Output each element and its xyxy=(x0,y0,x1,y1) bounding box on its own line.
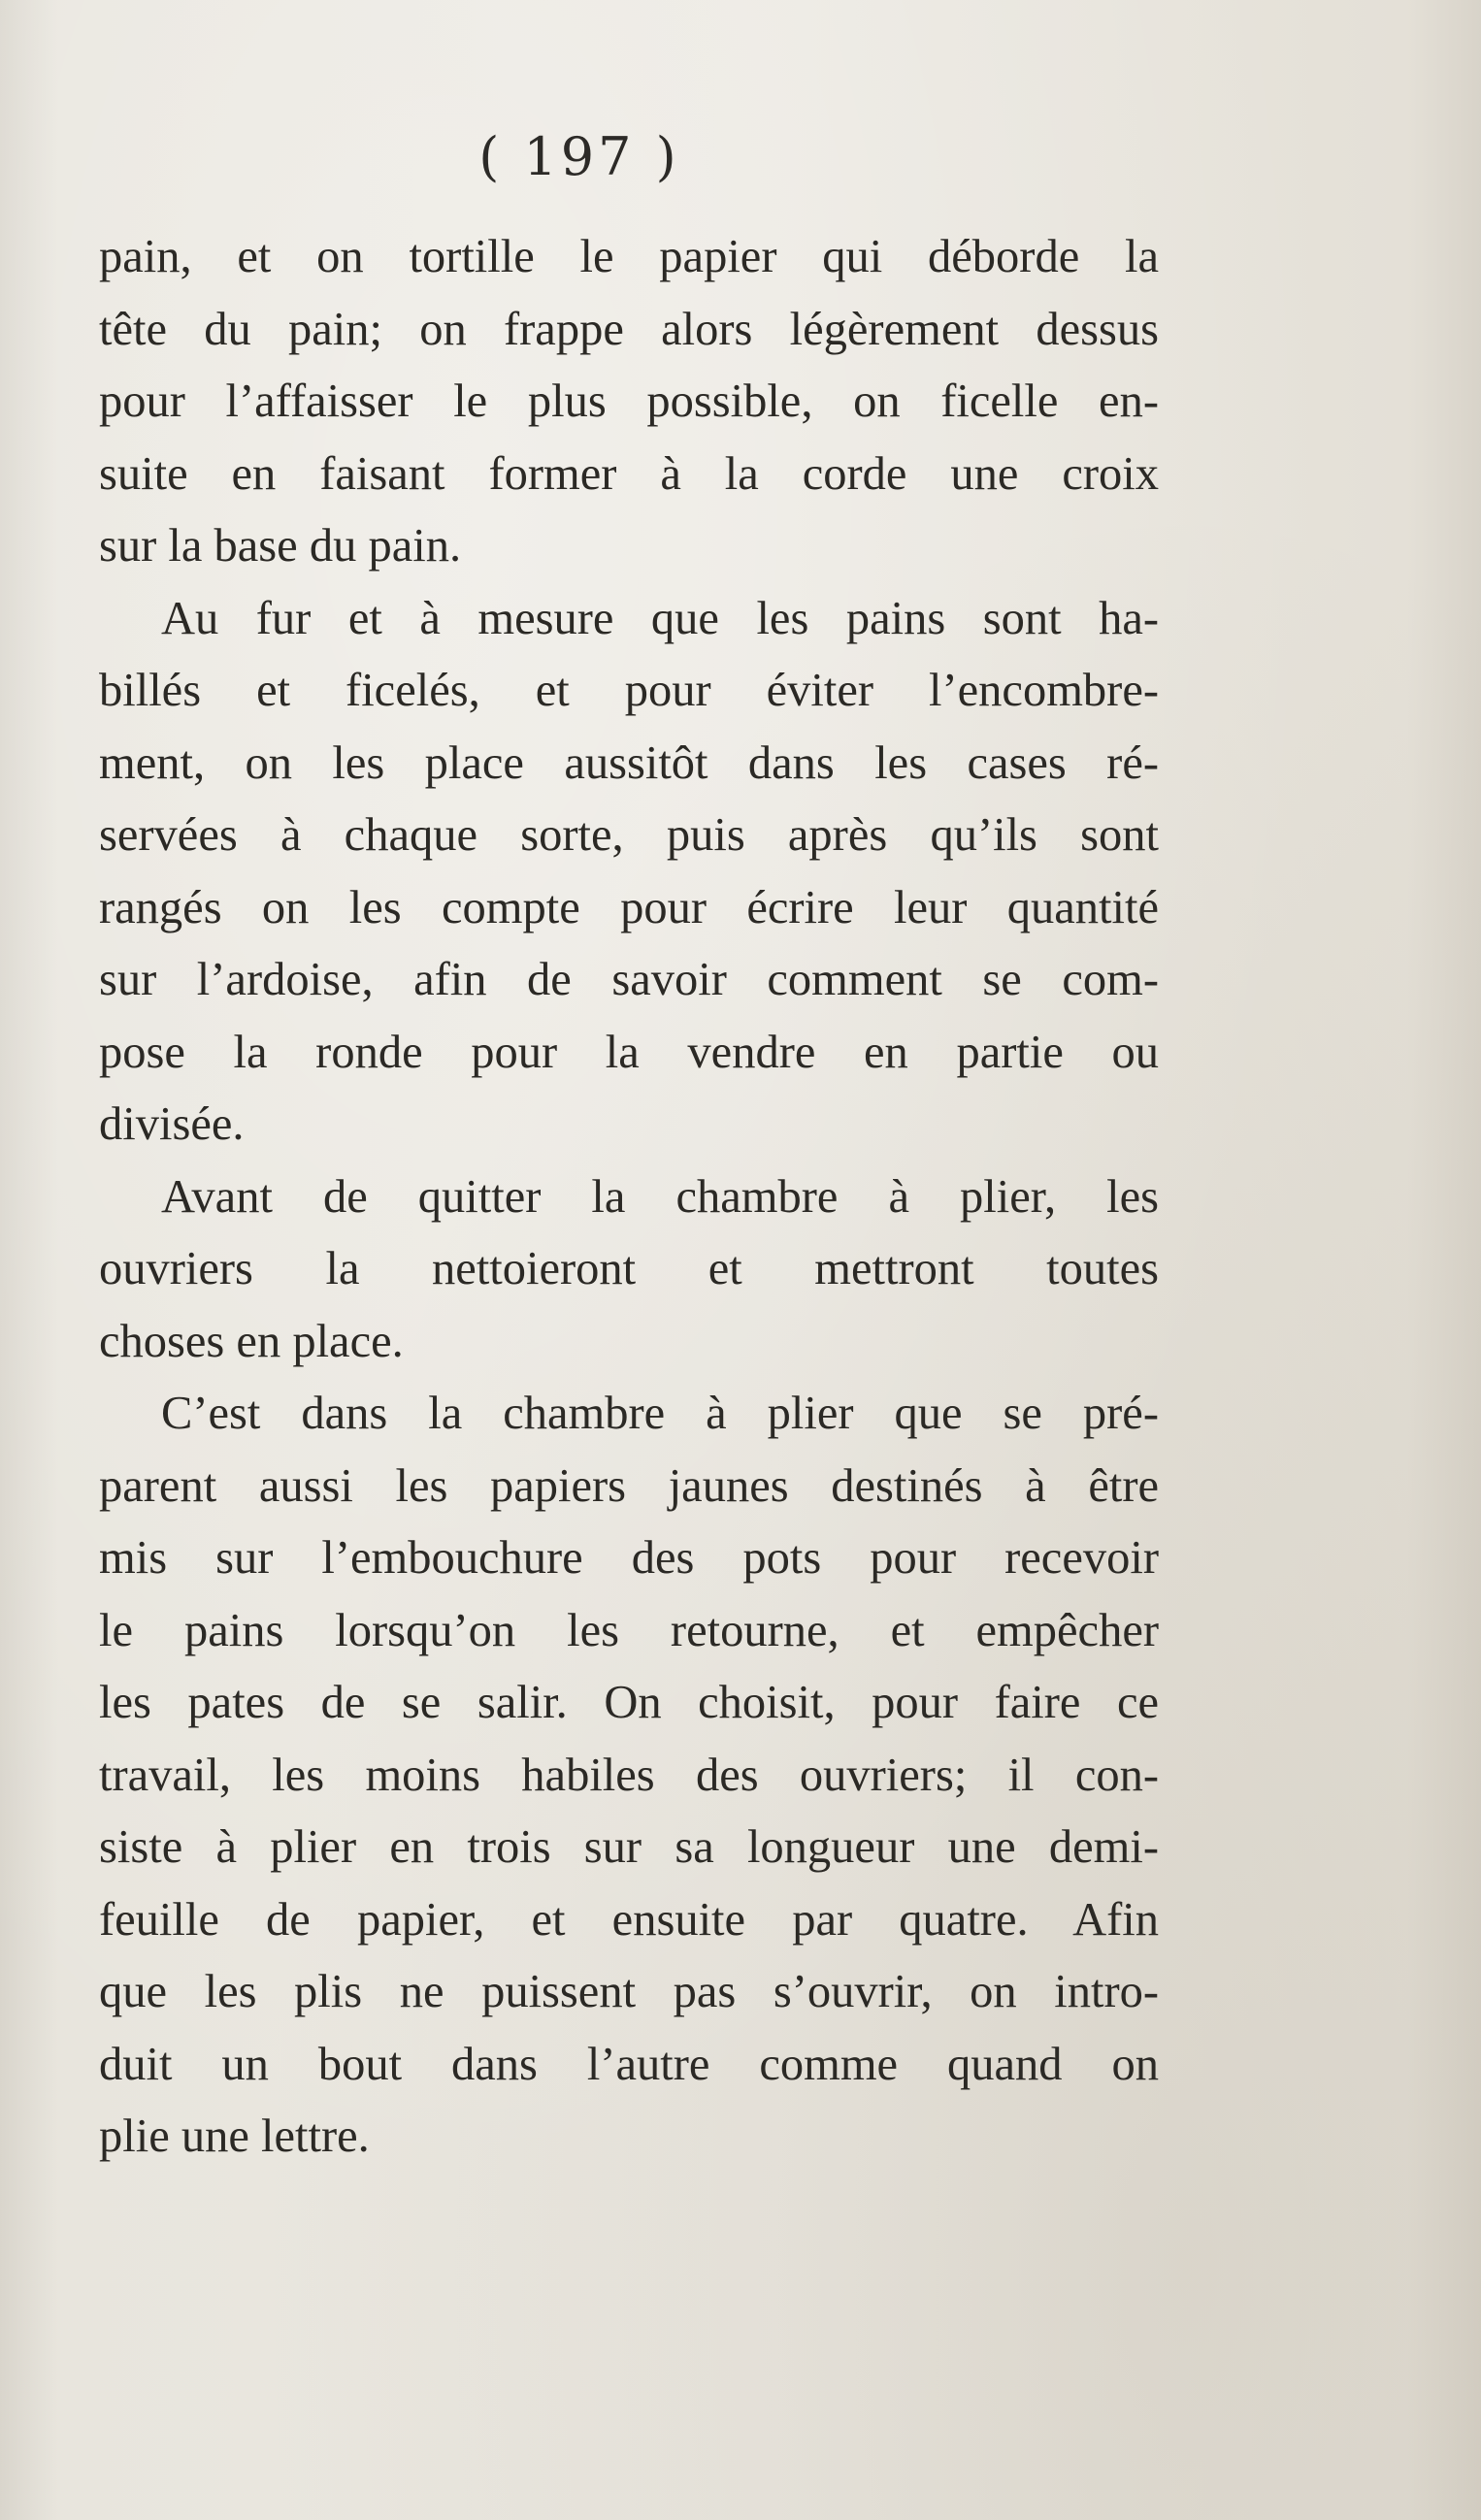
text-line: tête du pain; on frappe alors légèrement dessus xyxy=(99,303,1159,355)
text-line: servées à chaque sorte, puis après qu’ils sont xyxy=(99,809,1159,861)
text-line: pose la ronde pour la vendre en partie ou xyxy=(99,1026,1159,1078)
page-number: ( 197 ) xyxy=(478,126,680,187)
text-line: C’est dans la chambre à plier que se pré- xyxy=(161,1388,1159,1439)
text-line: Au fur et à mesure que les pains sont ha- xyxy=(161,592,1159,644)
text-line: travail, les moins habiles des ouvriers; il con- xyxy=(99,1749,1159,1801)
text-line: rangés on les compte pour écrire leur quantité xyxy=(99,881,1159,933)
text-line: sur la base du pain. xyxy=(99,520,462,572)
text-line: suite en faisant former à la corde une croix xyxy=(99,447,1159,500)
text-line: billés et ficelés, et pour éviter l’encombre- xyxy=(99,665,1159,716)
text-line: duit un bout dans l’autre comme quand on xyxy=(99,2038,1159,2090)
text-line: que les plis ne puissent pas s’ouvrir, on intro- xyxy=(99,1966,1159,2017)
text-line: pour l’affaisser le plus possible, on ficelle en- xyxy=(99,376,1159,427)
text-line: feuille de papier, et ensuite par quatre. Afin xyxy=(99,1893,1159,1946)
body-text xyxy=(99,221,1159,2174)
text-line: siste à plier en trois sur sa longueur une demi- xyxy=(99,1821,1159,1873)
paragraph xyxy=(99,221,1159,583)
text-line: choses en place. xyxy=(99,1315,404,1367)
paragraph xyxy=(99,1378,1159,2174)
paragraph xyxy=(99,1162,1159,1379)
text-line: divisée. xyxy=(99,1098,245,1150)
text-line: les pates de se salir. On choisit, pour faire ce xyxy=(99,1677,1159,1728)
text-line: parent aussi les papiers jaunes destinés à être xyxy=(99,1459,1159,1512)
text-line: sur l’ardoise, afin de savoir comment se com- xyxy=(99,954,1159,1005)
text-line: plie une lettre. xyxy=(99,2111,370,2162)
paragraph xyxy=(99,583,1159,1162)
text-line: Avant de quitter la chambre à plier, les xyxy=(161,1170,1159,1223)
text-line: mis sur l’embouchure des pots pour recevoir xyxy=(99,1532,1159,1584)
text-line: pain, et on tortille le papier qui déborde la xyxy=(99,231,1159,282)
text-line: ouvriers la nettoieront et mettront toutes xyxy=(99,1243,1159,1294)
text-line: le pains lorsqu’on les retourne, et empêcher xyxy=(99,1604,1159,1656)
text-line: ment, on les place aussitôt dans les cases ré- xyxy=(99,736,1159,789)
